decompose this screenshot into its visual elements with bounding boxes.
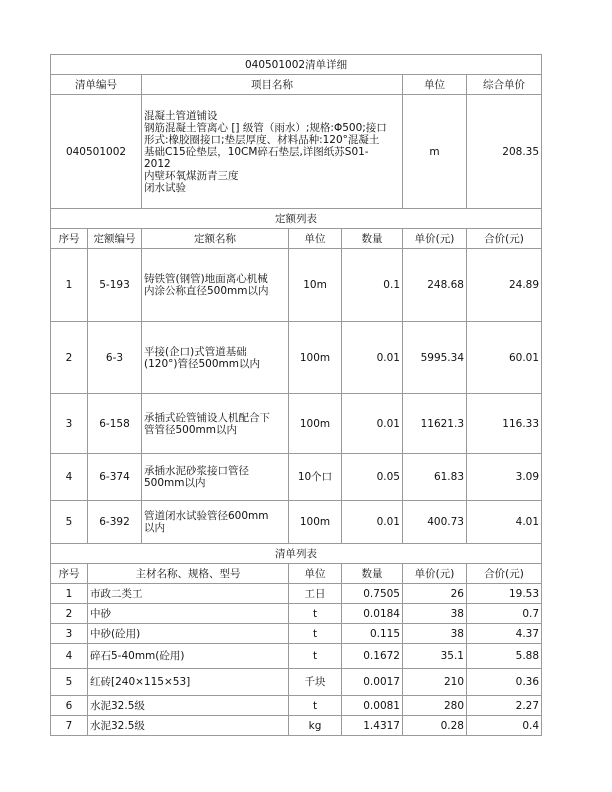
quota-col-unit: 单位	[289, 229, 342, 249]
quota-price: 11621.3	[403, 394, 467, 454]
quota-total: 24.89	[467, 249, 542, 322]
quota-price: 61.83	[403, 454, 467, 501]
quota-unit: 10个口	[289, 454, 342, 501]
materials-unit: t	[289, 696, 342, 716]
materials-total: 0.36	[467, 669, 542, 696]
materials-total: 5.88	[467, 644, 542, 669]
sheet-title: 040501002清单详细	[51, 55, 542, 75]
quota-qty: 0.01	[342, 322, 403, 394]
quota-col-total: 合价(元)	[467, 229, 542, 249]
quota-total: 3.09	[467, 454, 542, 501]
materials-col-name: 主材名称、规格、型号	[88, 564, 289, 584]
quota-col-no: 序号	[51, 229, 88, 249]
item-code: 040501002	[51, 95, 142, 209]
quota-no: 1	[51, 249, 88, 322]
materials-price: 35.1	[403, 644, 467, 669]
item-desc-line: 内壁环氧煤沥青三度	[144, 169, 239, 182]
materials-name: 红砖[240×115×53]	[88, 669, 289, 696]
quota-name	[142, 501, 289, 544]
quota-row	[51, 322, 542, 394]
materials-row	[51, 624, 542, 644]
item-desc-line: 基础C15砼垫层，10CM碎石垫层,详图纸苏S01-	[144, 145, 369, 158]
quota-col-code: 定额编号	[88, 229, 142, 249]
materials-price: 210	[403, 669, 467, 696]
materials-row	[51, 669, 542, 696]
quota-unit: 10m	[289, 249, 342, 322]
col-header-name: 项目名称	[142, 75, 403, 95]
materials-qty: 0.7505	[342, 584, 403, 604]
materials-row	[51, 696, 542, 716]
quota-total: 60.01	[467, 322, 542, 394]
quota-name-line: (120°)管径500mm以内	[144, 357, 260, 370]
quota-row	[51, 249, 542, 322]
quota-qty: 0.1	[342, 249, 403, 322]
materials-total: 2.27	[467, 696, 542, 716]
materials-unit: t	[289, 644, 342, 669]
quota-name-line: 承插水泥砂浆接口管径	[144, 465, 249, 477]
materials-qty: 1.4317	[342, 716, 403, 736]
materials-unit: t	[289, 604, 342, 624]
quota-unit: 100m	[289, 394, 342, 454]
materials-no: 7	[51, 716, 88, 736]
quota-qty: 0.01	[342, 394, 403, 454]
materials-unit: t	[289, 624, 342, 644]
item-desc-line: 闭水试验	[144, 181, 186, 194]
materials-col-no: 序号	[51, 564, 88, 584]
materials-row	[51, 644, 542, 669]
quota-total: 116.33	[467, 394, 542, 454]
materials-col-qty: 数量	[342, 564, 403, 584]
materials-name: 中砂(砼用)	[88, 624, 289, 644]
materials-no: 5	[51, 669, 88, 696]
col-header-unit: 单位	[403, 75, 467, 95]
materials-unit: kg	[289, 716, 342, 736]
quota-price: 248.68	[403, 249, 467, 322]
materials-total: 19.53	[467, 584, 542, 604]
quota-col-qty: 数量	[342, 229, 403, 249]
materials-price: 280	[403, 696, 467, 716]
materials-no: 1	[51, 584, 88, 604]
bill-detail-table	[50, 54, 542, 736]
quota-total: 4.01	[467, 501, 542, 544]
quota-code: 6-392	[88, 501, 142, 544]
materials-name: 中砂	[88, 604, 289, 624]
materials-col-total: 合价(元)	[467, 564, 542, 584]
materials-qty: 0.0081	[342, 696, 403, 716]
materials-price: 26	[403, 584, 467, 604]
bill-detail-sheet	[50, 54, 541, 736]
quota-no: 3	[51, 394, 88, 454]
materials-name: 水泥32.5级	[88, 716, 289, 736]
quota-row	[51, 394, 542, 454]
item-desc-line: 形式:橡胶圈接口;垫层厚度、材料品种:120°混凝土	[144, 133, 380, 146]
materials-section-title: 清单列表	[51, 544, 542, 564]
materials-qty: 0.0184	[342, 604, 403, 624]
materials-row	[51, 584, 542, 604]
col-header-price: 综合单价	[467, 75, 542, 95]
materials-total: 4.37	[467, 624, 542, 644]
materials-price: 38	[403, 604, 467, 624]
quota-code: 5-193	[88, 249, 142, 322]
materials-no: 2	[51, 604, 88, 624]
col-header-code: 清单编号	[51, 75, 142, 95]
materials-qty: 0.115	[342, 624, 403, 644]
item-description	[142, 95, 403, 209]
materials-name: 水泥32.5级	[88, 696, 289, 716]
quota-name	[142, 394, 289, 454]
materials-qty: 0.0017	[342, 669, 403, 696]
quota-name-line: 以内	[144, 522, 165, 534]
quota-name-line: 承插式砼管铺设人机配合下	[144, 411, 270, 424]
quota-name	[142, 322, 289, 394]
quota-unit: 100m	[289, 322, 342, 394]
item-desc-line: 混凝土管道铺设	[144, 109, 218, 122]
quota-code: 6-374	[88, 454, 142, 501]
quota-unit: 100m	[289, 501, 342, 544]
quota-no: 2	[51, 322, 88, 394]
item-desc-line: 钢筋混凝土管离心 [] 级管（雨水）;规格:Φ500;接口	[144, 121, 387, 134]
materials-name: 碎石5-40mm(砼用)	[88, 644, 289, 669]
materials-price: 0.28	[403, 716, 467, 736]
materials-no: 4	[51, 644, 88, 669]
quota-row	[51, 454, 542, 501]
quota-price: 400.73	[403, 501, 467, 544]
quota-no: 4	[51, 454, 88, 501]
materials-unit: 工日	[289, 584, 342, 604]
quota-name-line: 内涂公称直径500mm以内	[144, 285, 269, 297]
quota-qty: 0.01	[342, 501, 403, 544]
quota-name-line: 平接(企口)式管道基础	[144, 345, 247, 358]
materials-row	[51, 716, 542, 736]
quota-name-line: 管道闭水试验管径600mm	[144, 510, 269, 522]
quota-qty: 0.05	[342, 454, 403, 501]
materials-total: 0.4	[467, 716, 542, 736]
materials-unit: 千块	[289, 669, 342, 696]
item-unit: m	[403, 95, 467, 209]
quota-code: 6-158	[88, 394, 142, 454]
materials-name: 市政二类工	[88, 584, 289, 604]
materials-no: 6	[51, 696, 88, 716]
item-desc-line: 2012	[144, 157, 171, 170]
quota-row	[51, 501, 542, 544]
item-price: 208.35	[467, 95, 542, 209]
quota-section-title: 定额列表	[51, 209, 542, 229]
quota-name-line: 铸铁管(钢管)地面离心机械	[144, 273, 268, 285]
quota-code: 6-3	[88, 322, 142, 394]
materials-col-unit: 单位	[289, 564, 342, 584]
quota-name	[142, 249, 289, 322]
quota-no: 5	[51, 501, 88, 544]
materials-qty: 0.1672	[342, 644, 403, 669]
quota-name	[142, 454, 289, 501]
materials-price: 38	[403, 624, 467, 644]
materials-row	[51, 604, 542, 624]
quota-col-name: 定额名称	[142, 229, 289, 249]
quota-col-price: 单价(元)	[403, 229, 467, 249]
quota-name-line: 500mm以内	[144, 477, 206, 489]
quota-price: 5995.34	[403, 322, 467, 394]
materials-col-price: 单价(元)	[403, 564, 467, 584]
quota-name-line: 管管径500mm以内	[144, 423, 237, 436]
materials-no: 3	[51, 624, 88, 644]
materials-total: 0.7	[467, 604, 542, 624]
